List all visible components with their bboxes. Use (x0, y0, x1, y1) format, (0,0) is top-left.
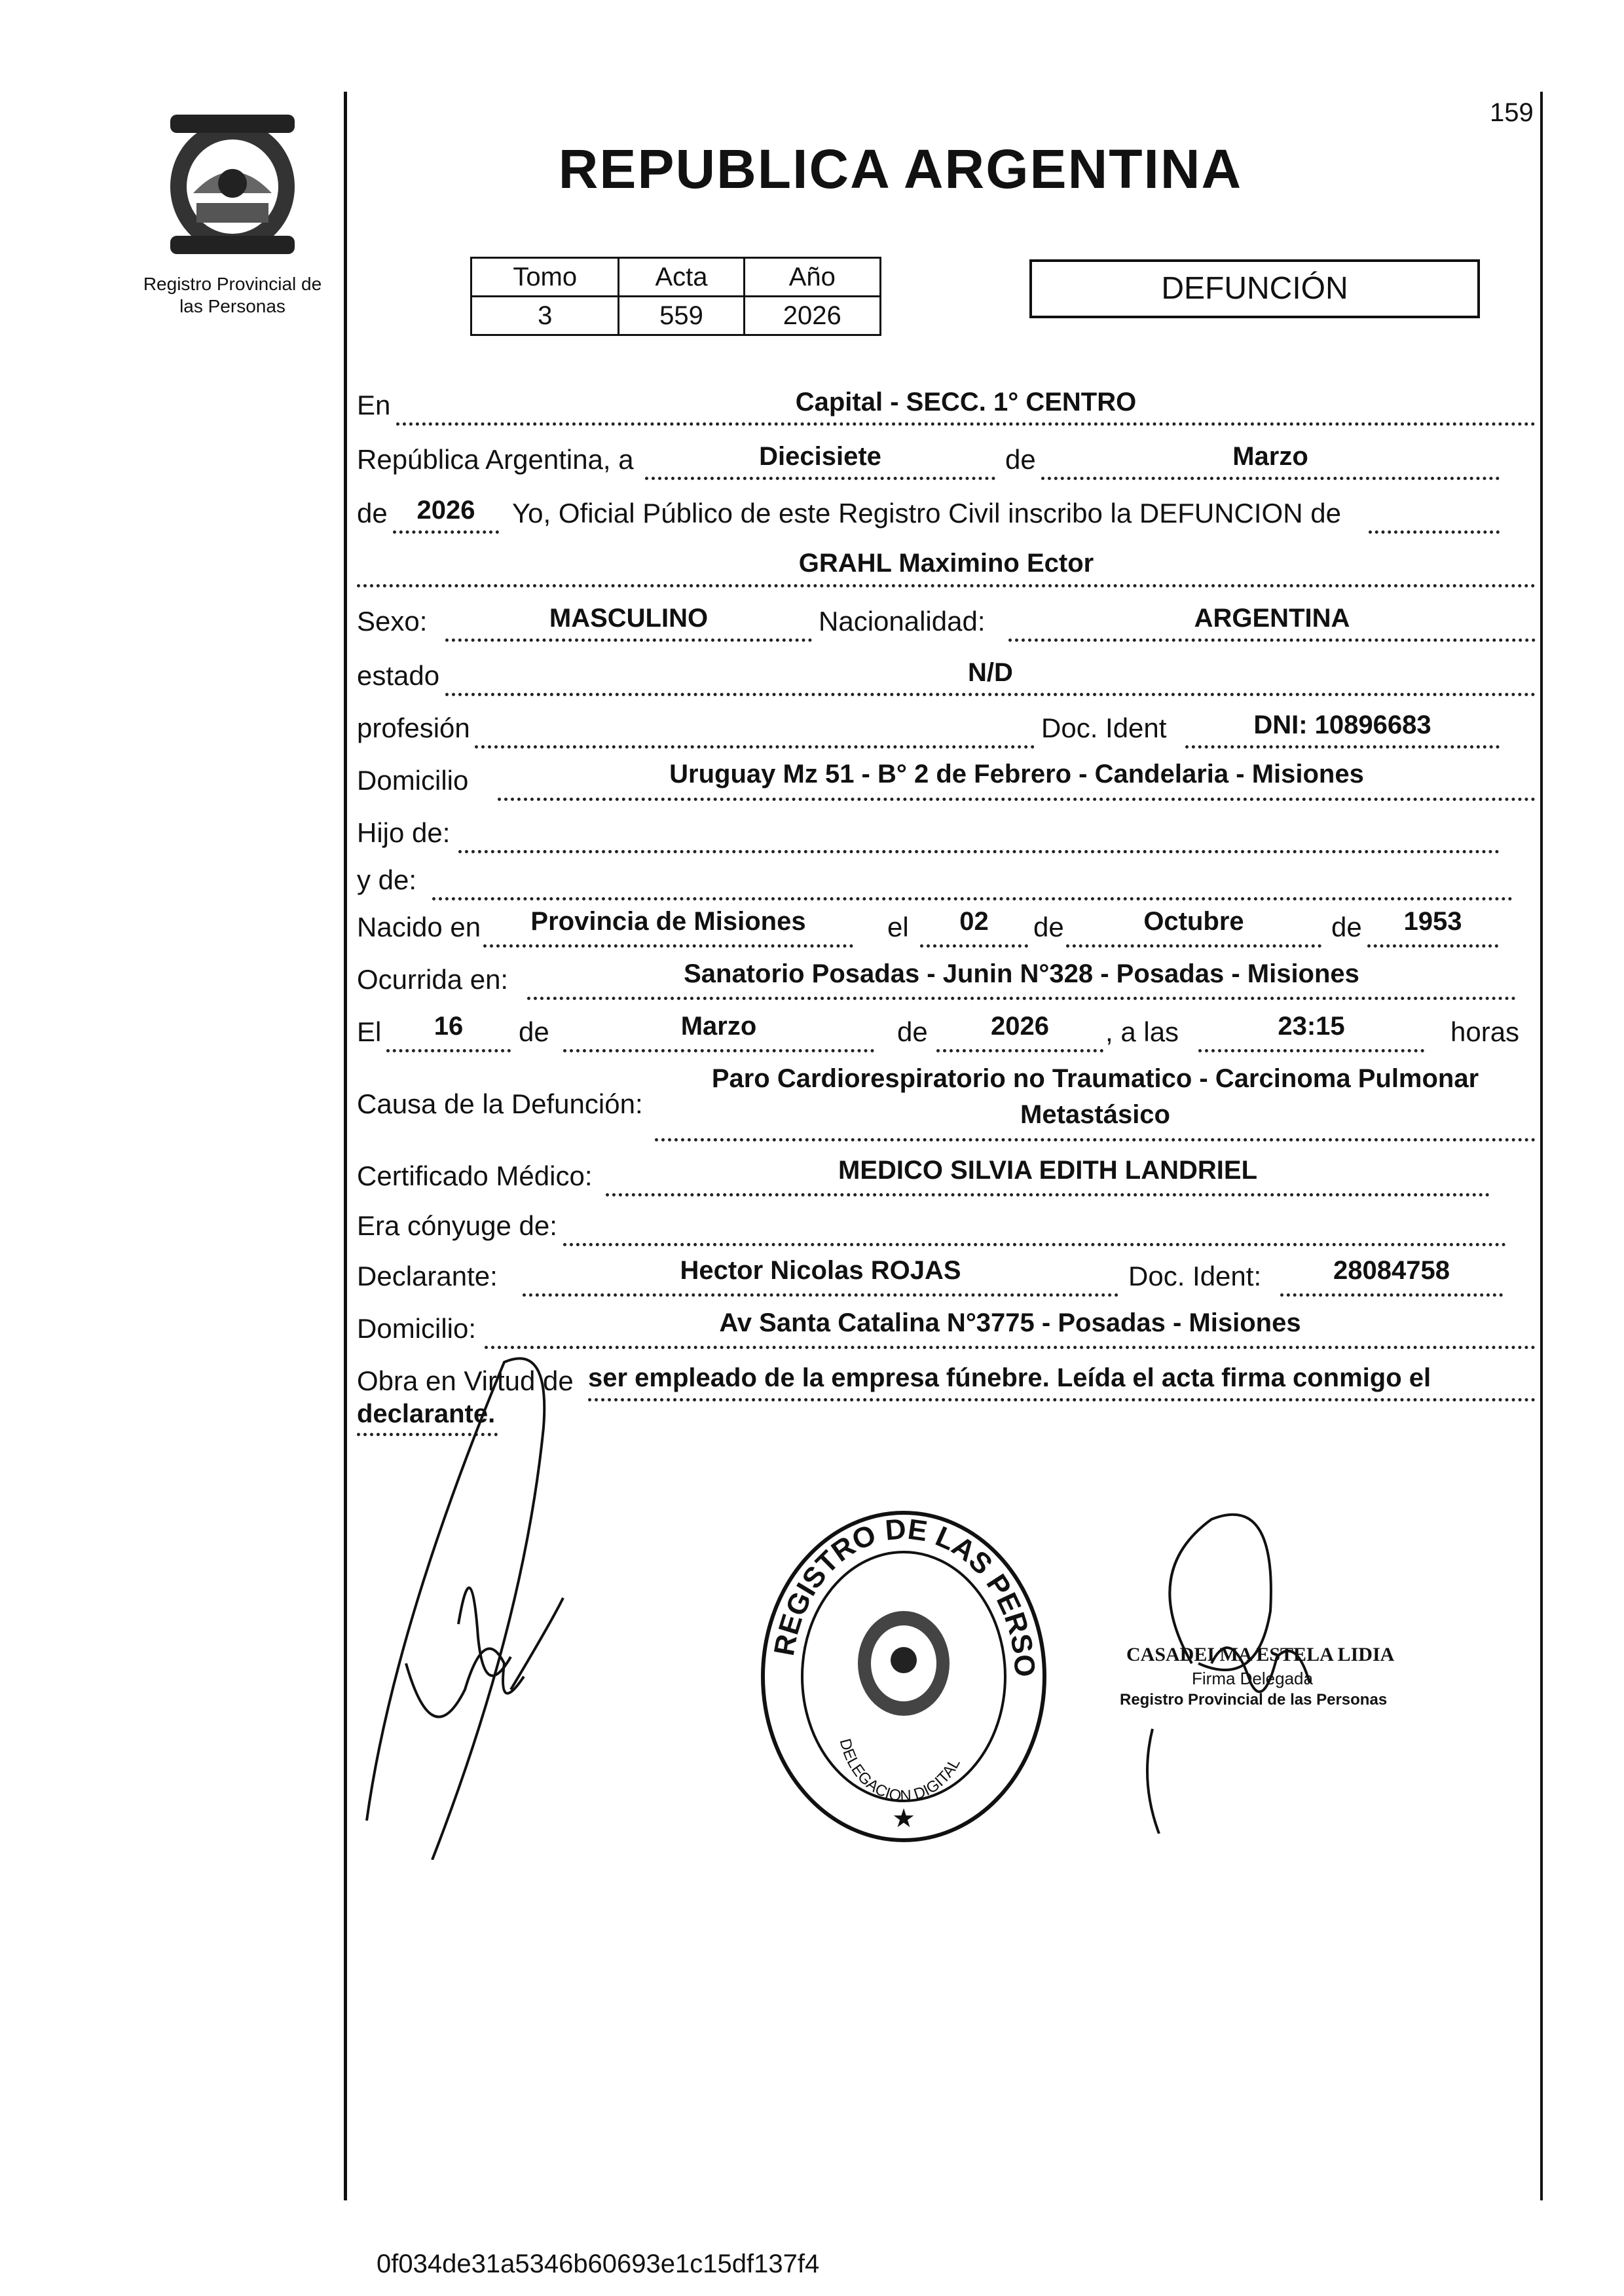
label-doc-ident-2: Doc. Ident: (1128, 1261, 1262, 1291)
table-value-tomo: 3 (471, 297, 619, 335)
label-declarante: Declarante: (357, 1261, 498, 1291)
registry-stamp (753, 1506, 1054, 1847)
official-office: Registro Provincial de las Personas (1120, 1691, 1388, 1709)
label-yo: Yo, Oficial Público de este Registro Civil inscribo la DEFUNCION de (512, 498, 1341, 528)
dotted-line (563, 1049, 874, 1052)
dotted-line (655, 1138, 1536, 1141)
value-nac-mes: Octubre (1143, 907, 1244, 936)
dotted-line (386, 1049, 511, 1052)
dotted-line (527, 997, 1516, 1000)
value-causa-1: Paro Cardiorespiratorio no Traumatico - Carcinoma Pulmonar (711, 1064, 1479, 1093)
value-dia: Diecisiete (759, 442, 881, 471)
page-title: REPUBLICA ARGENTINA (558, 138, 1243, 200)
value-nacido-en: Provincia de Misiones (530, 907, 806, 936)
svg-text:★: ★ (892, 1804, 915, 1834)
value-def-anio: 2026 (991, 1012, 1049, 1041)
dotted-line (1367, 944, 1498, 948)
dotted-line (432, 897, 1513, 900)
official-role: Firma Delegada (1192, 1669, 1313, 1688)
label-republica: República Argentina, a (357, 444, 634, 475)
record-table-values (471, 297, 881, 335)
label-estado: estado (357, 660, 440, 691)
dotted-line (936, 1049, 1103, 1052)
dotted-line (357, 584, 1536, 587)
value-sexo: MASCULINO (549, 604, 709, 633)
label-ocurrida-en: Ocurrida en: (357, 964, 509, 995)
value-declarante: Hector Nicolas ROJAS (680, 1256, 961, 1285)
label-nacido-en: Nacido en (357, 912, 481, 942)
label-y-de: y de: (357, 864, 417, 895)
table-value-acta: 559 (619, 297, 744, 335)
record-table (470, 257, 881, 336)
label-en: En (357, 390, 391, 420)
official-name: CASADEI MA ESTELA LIDIA (1126, 1644, 1395, 1665)
value-obra: ser empleado de la empresa fúnebre. Leída el acta firma conmigo el (588, 1363, 1431, 1392)
dotted-line (483, 944, 853, 948)
label-el-cap: El (357, 1016, 382, 1047)
label-obra: Obra en Virtud de (357, 1365, 574, 1396)
value-anio: 2026 (416, 496, 475, 525)
dotted-line (606, 1193, 1490, 1196)
value-mes: Marzo (1232, 442, 1308, 471)
value-lugar: Capital - SECC. 1° CENTRO (795, 388, 1137, 417)
label-sexo: Sexo: (357, 606, 428, 637)
label-nacionalidad: Nacionalidad: (819, 606, 986, 637)
label-de: de (357, 498, 388, 528)
label-de: de (1005, 444, 1036, 475)
label-a-las: , a las (1105, 1016, 1179, 1047)
registry-line-1: Registro Provincial de (143, 274, 322, 294)
value-nac-dia: 02 (959, 907, 989, 936)
table-value-anio: 2026 (744, 297, 880, 335)
dotted-line (485, 1346, 1536, 1349)
dotted-line (393, 530, 499, 534)
label-de: de (897, 1016, 928, 1047)
dotted-line (475, 745, 1035, 749)
svg-text:REGISTRO DE LAS PERSONAS: REGISTRO DE LAS PERSO (767, 1513, 1041, 1678)
dotted-line (445, 639, 812, 642)
label-domicilio-2: Domicilio: (357, 1313, 477, 1344)
act-type-box: DEFUNCIÓN (1029, 259, 1480, 318)
label-horas: horas (1450, 1016, 1520, 1047)
dotted-line (563, 1243, 1506, 1246)
label-de: de (1033, 912, 1064, 942)
label-doc-ident: Doc. Ident (1041, 713, 1167, 743)
right-margin-line (1540, 92, 1543, 2200)
svg-text:DELEGACION DIGITAL: DELEGACION DIGITAL (836, 1737, 964, 1805)
label-hijo-de: Hijo de: (357, 817, 451, 848)
value-def-dia: 16 (434, 1012, 464, 1041)
label-el: el (887, 912, 909, 942)
value-def-hora: 23:15 (1278, 1012, 1345, 1041)
table-header-tomo: Tomo (471, 258, 619, 297)
label-de: de (519, 1016, 549, 1047)
table-header-acta: Acta (619, 258, 744, 297)
document-hash: 0f034de31a5346b60693e1c15df137f4 (377, 2250, 820, 2278)
dotted-line (588, 1398, 1536, 1401)
dotted-line (920, 944, 1028, 948)
label-causa: Causa de la Defunción: (357, 1088, 643, 1119)
dotted-line (1008, 639, 1536, 642)
label-profesion: profesión (357, 713, 470, 743)
dotted-line (645, 477, 995, 480)
dotted-line (1369, 530, 1500, 534)
dotted-line (1198, 1049, 1424, 1052)
value-causa-2: Metastásico (1020, 1100, 1170, 1129)
dotted-line (523, 1293, 1118, 1297)
table-header-anio: Año (744, 258, 880, 297)
dotted-line (1280, 1293, 1503, 1297)
value-doc: DNI: 10896683 (1253, 711, 1431, 739)
label-de: de (1331, 912, 1362, 942)
value-nac-anio: 1953 (1403, 907, 1462, 936)
dotted-line (445, 693, 1536, 696)
label-certificado: Certificado Médico: (357, 1160, 593, 1191)
dotted-line (458, 850, 1500, 853)
record-table-header (471, 258, 881, 297)
province-logo (157, 105, 308, 262)
value-declarante-doc: 28084758 (1333, 1256, 1450, 1285)
value-def-mes: Marzo (680, 1012, 757, 1041)
value-domicilio: Uruguay Mz 51 - B° 2 de Febrero - Candelaria - Misiones (669, 760, 1364, 788)
value-ocurrida-en: Sanatorio Posadas - Junin N°328 - Posadas - Misiones (684, 959, 1359, 988)
dotted-line (1066, 944, 1321, 948)
value-declarante-domicilio: Av Santa Catalina N°3775 - Posadas - Misiones (719, 1308, 1301, 1337)
page-number: 159 (1490, 98, 1534, 127)
label-domicilio: Domicilio (357, 765, 469, 796)
dotted-line (1185, 745, 1500, 749)
registry-line-2: las Personas (179, 296, 286, 316)
label-conyuge: Era cónyuge de: (357, 1210, 557, 1241)
left-margin-line (344, 92, 347, 2200)
dotted-line (498, 798, 1536, 801)
dotted-line (396, 422, 1536, 426)
declarant-signature (354, 1349, 589, 1860)
value-obra-2: declarante. (357, 1399, 496, 1428)
value-nacionalidad: ARGENTINA (1194, 604, 1350, 633)
value-estado: N/D (968, 658, 1013, 687)
dotted-line (1041, 477, 1500, 480)
value-nombre: GRAHL Maximino Ector (798, 549, 1094, 578)
value-certificado: MEDICO SILVIA EDITH LANDRIEL (838, 1156, 1257, 1185)
